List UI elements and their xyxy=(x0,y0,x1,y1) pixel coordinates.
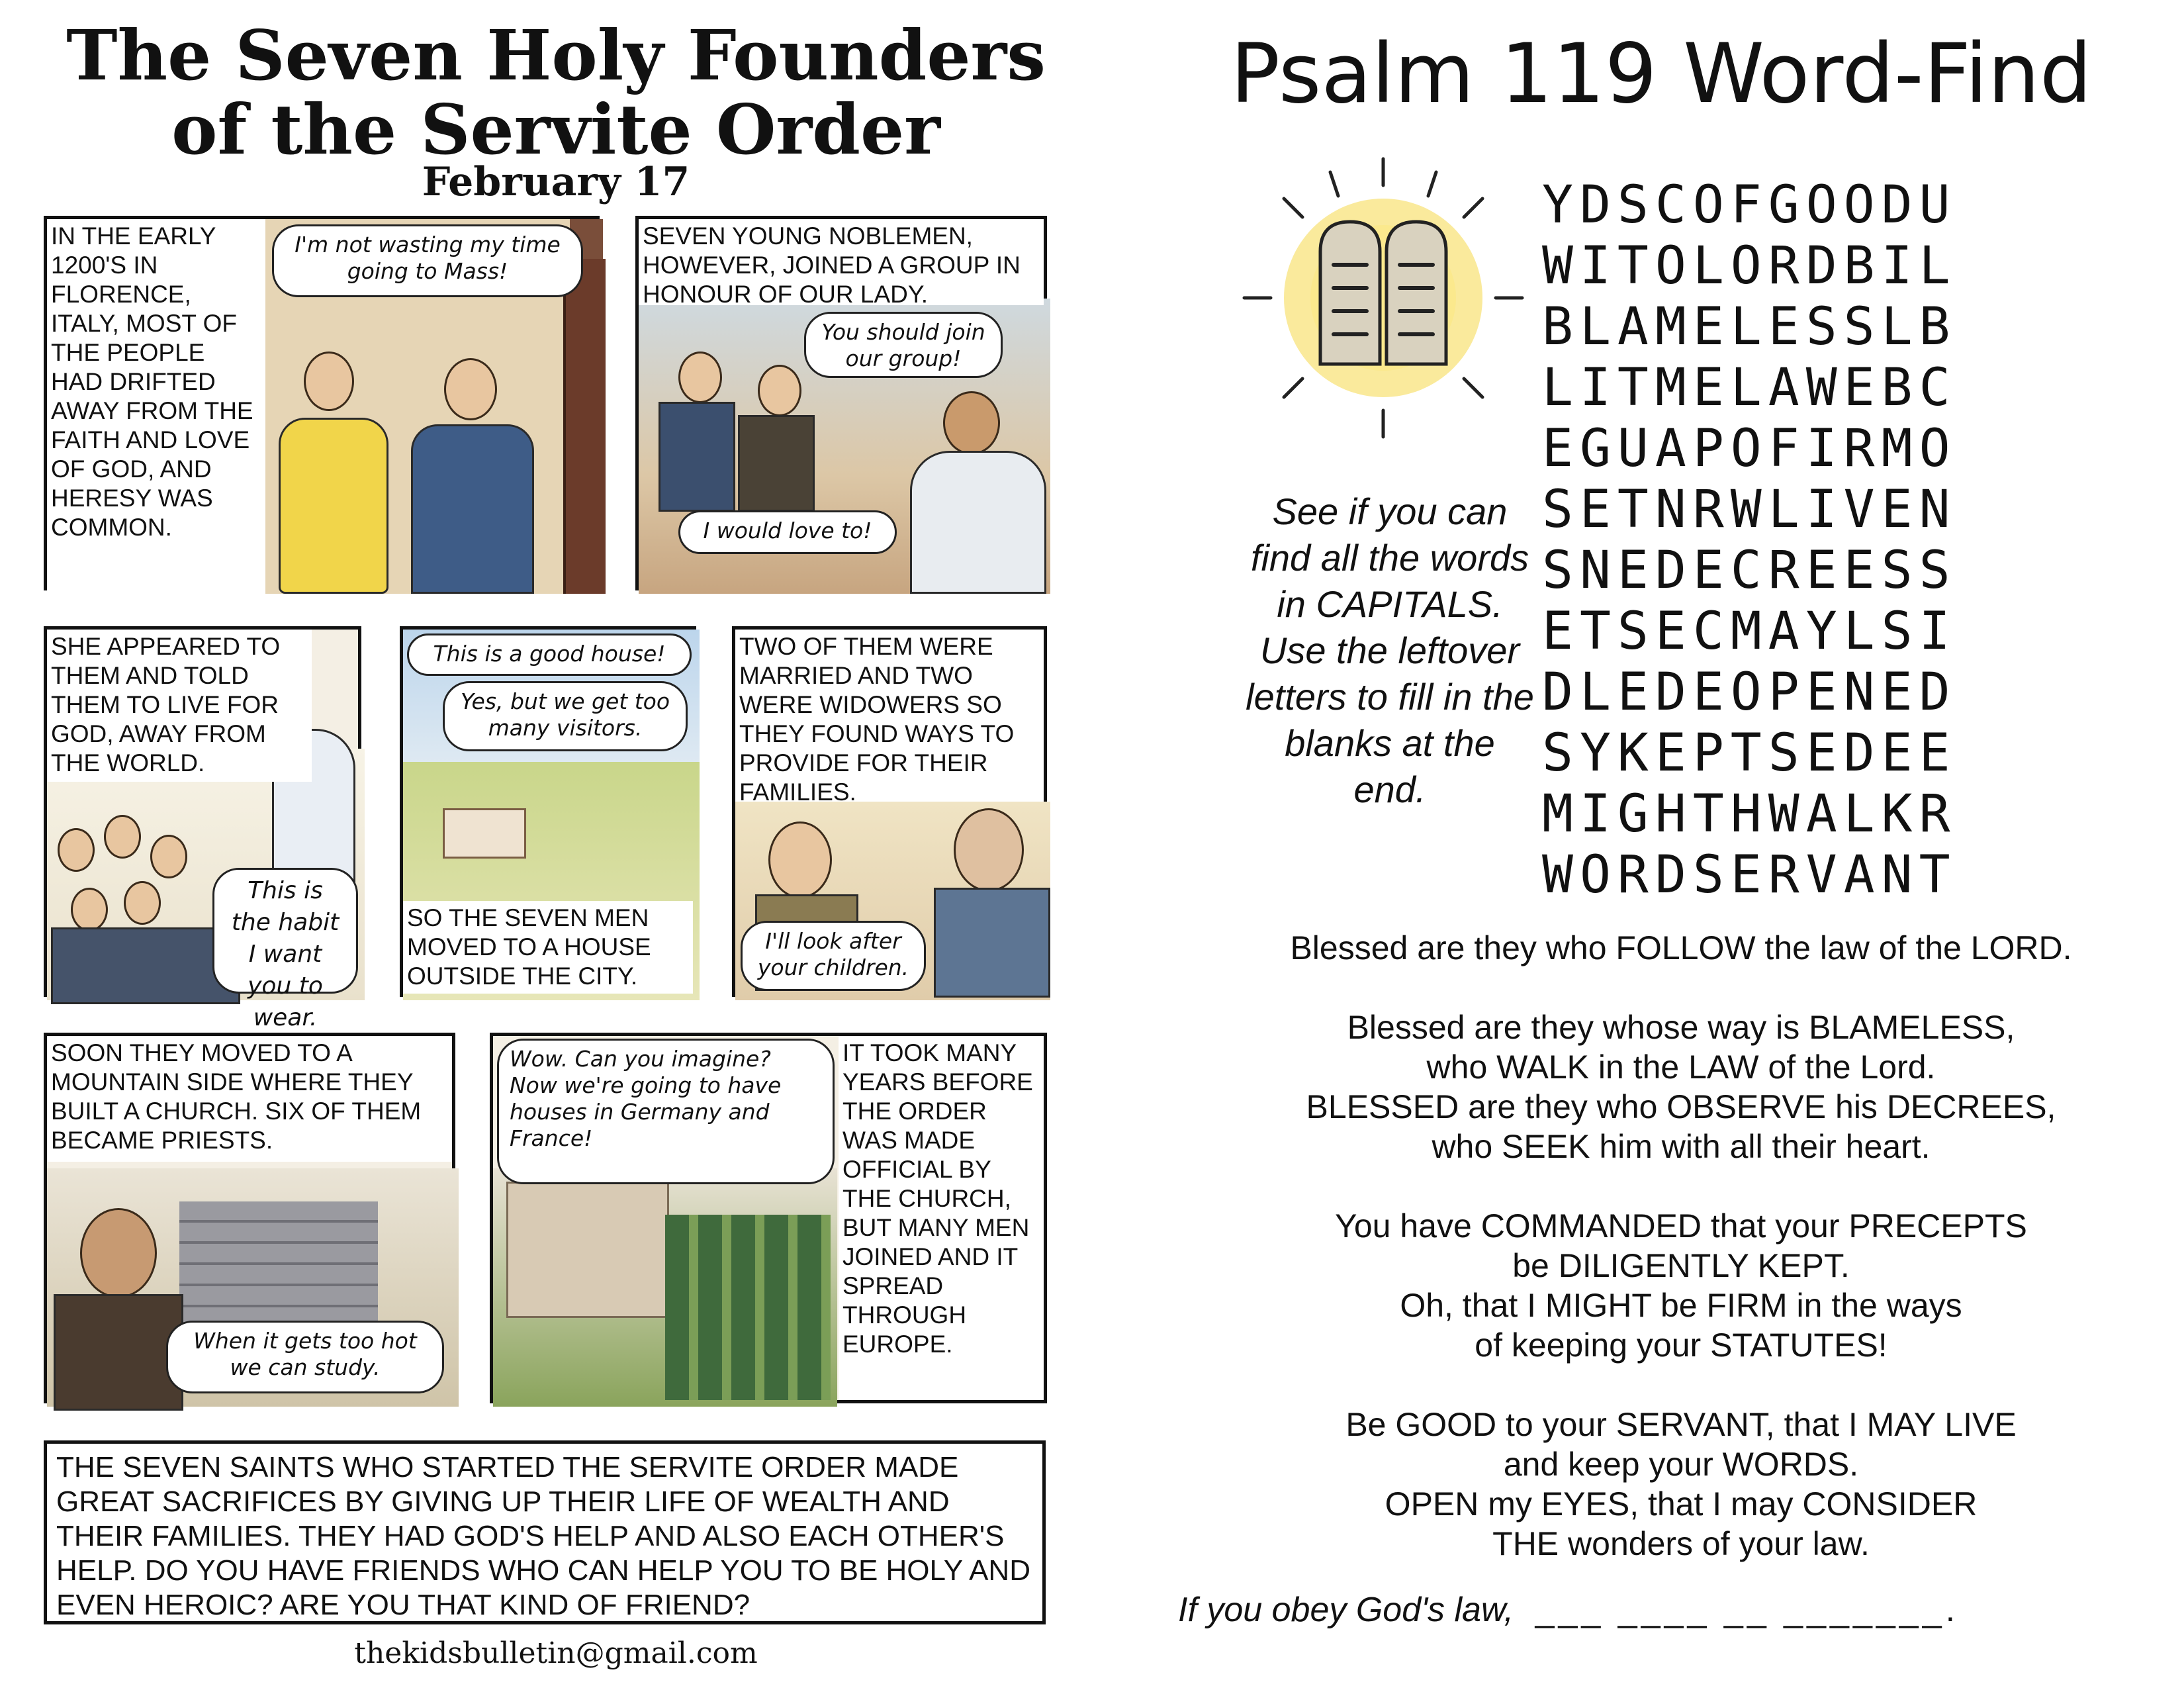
comic-panel-6 xyxy=(44,1033,455,1403)
grid-row: BLAMELESSLB xyxy=(1542,297,1957,357)
panel-4-speech-bubble-1: This is a good house! xyxy=(407,633,692,676)
psalm-line: who SEEK him with all their heart. xyxy=(1432,1128,1931,1165)
comic-panel-5 xyxy=(732,626,1047,997)
psalm-stanza-2 xyxy=(1178,1008,2184,1166)
grid-row: SNEDECREESS xyxy=(1542,541,1957,600)
psalm-line: BLESSED are they who OBSERVE his DECREES, xyxy=(1306,1088,2056,1125)
grid-row: YDSCOFGOODU xyxy=(1542,175,1957,235)
panel-5-caption: TWO OF THEM WERE MARRIED AND TWO WERE WIDOWERS SO THEY FOUND WAYS TO PROVIDE FOR THEIR FAMILIES. xyxy=(735,630,1044,802)
commandments-tablet-icon xyxy=(1244,159,1522,437)
psalm-line: be DILIGENTLY KEPT. xyxy=(1512,1247,1850,1284)
grid-row: ETSECMAYLSI xyxy=(1542,602,1957,661)
comic-panel-2 xyxy=(635,216,1047,590)
title-line-2: of the Servite Order xyxy=(171,89,940,170)
psalm-line: OPEN my EYES, that I may CONSIDER xyxy=(1385,1485,1978,1523)
grid-row: WITOLORDBIL xyxy=(1542,236,1957,296)
house-outside-city xyxy=(443,808,526,859)
panel-6-speech-bubble: When it gets too hot we can study. xyxy=(166,1321,444,1393)
panel-1-speech-bubble: I'm not wasting my time going to Mass! xyxy=(272,224,583,297)
fill-in-prompt xyxy=(1178,1590,2184,1630)
panel-7-caption: IT TOOK MANY YEARS BEFORE THE ORDER WAS MADE OFFICIAL BY THE CHURCH, BUT MANY MEN JOINED AND IT SPREAD THROUGH EUROPE. xyxy=(839,1036,1044,1400)
answer-blanks: ___ ____ __ _______. xyxy=(1535,1591,1960,1629)
man-back-figure xyxy=(910,391,1042,590)
monastery-buildings xyxy=(506,1182,669,1318)
contact-email: thekidsbulletin@gmail.com xyxy=(354,1636,758,1670)
panel-6-caption: SOON THEY MOVED TO A MOUNTAIN SIDE WHERE THEY BUILT A CHURCH. SIX OF THEM BECAME PRIESTS. xyxy=(47,1036,452,1162)
woman-figure xyxy=(272,332,391,590)
grid-row: DLEDEOPENED xyxy=(1542,663,1957,722)
final-prompt-text: If you obey God's law, xyxy=(1178,1591,1514,1629)
psalm-text xyxy=(1178,928,2184,1603)
panel-2-speech-bubble-2: I would love to! xyxy=(678,510,897,554)
church-door xyxy=(563,259,606,594)
comic-panel-4 xyxy=(400,626,696,997)
grid-row: SYKEPTSEDEE xyxy=(1542,724,1957,783)
psalm-stanza-1 xyxy=(1178,928,2184,968)
panel-2-speech-bubble-1: You should join our group! xyxy=(804,312,1003,378)
feast-date: February 17 xyxy=(422,159,690,205)
grid-row: EGUAPOFIRMO xyxy=(1542,419,1957,479)
word-search-grid xyxy=(1542,175,1957,906)
grid-row: MIGHTHWALKR xyxy=(1542,784,1957,844)
panel-3-speech-bubble: This is the habit I want you to wear. xyxy=(212,868,358,994)
comic-panel-1 xyxy=(44,216,600,590)
word-find-title: Psalm 119 Word-Find xyxy=(1230,26,2092,122)
psalm-line: of keeping your STATUTES! xyxy=(1475,1327,1888,1364)
title-line-1: The Seven Holy Founders xyxy=(66,15,1046,96)
bearded-man-figure xyxy=(54,1201,179,1407)
psalm-line: Blessed are they who FOLLOW the law of the LORD. xyxy=(1290,929,2072,966)
psalm-line: and keep your WORDS. xyxy=(1503,1446,1859,1483)
panel-1-caption: IN THE EARLY 1200'S IN FLORENCE, ITALY, MOST OF THE PEOPLE HAD DRIFTED AWAY FROM THE FAITH AND LOVE OF GOD, AND HERESY WAS COMMON. xyxy=(47,219,259,587)
panel-2-caption: SEVEN YOUNG NOBLEMEN, HOWEVER, JOINED A GROUP IN HONOUR OF OUR LADY. xyxy=(639,219,1044,305)
man-figure xyxy=(404,332,537,590)
panel-5-speech-bubble: I'll look after your children. xyxy=(741,921,926,991)
comic-title xyxy=(40,15,1072,170)
nobleman-figures xyxy=(652,338,824,510)
psalm-line: Oh, that I MIGHT be FIRM in the ways xyxy=(1400,1287,1962,1324)
psalm-line: You have COMMANDED that your PRECEPTS xyxy=(1335,1207,2027,1244)
grid-row: SETNRWLIVEN xyxy=(1542,480,1957,539)
old-man-figure xyxy=(934,808,1046,994)
psalm-stanza-4 xyxy=(1178,1405,2184,1564)
psalm-stanza-3 xyxy=(1178,1206,2184,1365)
grid-row: WORDSERVANT xyxy=(1542,845,1957,905)
comic-panel-3 xyxy=(44,626,361,1031)
psalm-line: THE wonders of your law. xyxy=(1492,1525,1870,1562)
psalm-line: Blessed are they whose way is BLAMELESS, xyxy=(1347,1009,2015,1046)
panel-3-caption: SHE APPEARED TO THEM AND TOLD THEM TO LIVE FOR GOD, AWAY FROM THE WORLD. xyxy=(47,630,312,782)
psalm-line: who WALK in the LAW of the Lord. xyxy=(1426,1049,1936,1086)
panel-4-speech-bubble-2: Yes, but we get too many visitors. xyxy=(443,681,688,751)
psalm-line: Be GOOD to your SERVANT, that I MAY LIVE xyxy=(1345,1406,2017,1443)
panel-7-speech-bubble: Wow. Can you imagine? Now we're going to have houses in Germany and France! xyxy=(497,1039,835,1184)
comic-panel-7 xyxy=(490,1033,1047,1403)
summary-text-box: THE SEVEN SAINTS WHO STARTED THE SERVITE ORDER MADE GREAT SACRIFICES BY GIVING UP THEIR LIFE OF WEALTH AND THEIR FAMILIES. THEY HAD GOD'S HELP AND ALSO EACH OTHER'S HELP. DO YOU HAVE FRIENDS WHO CAN HELP YOU TO BE HOLY AND EVEN HEROIC? ARE YOU THAT KIND OF FRIEND? xyxy=(44,1440,1046,1624)
cypress-trees xyxy=(665,1215,831,1400)
panel-4-caption: SO THE SEVEN MEN MOVED TO A HOUSE OUTSIDE THE CITY. xyxy=(403,901,693,994)
word-find-instructions: See if you can find all the words in CAPITALS. Use the leftover letters to fill in the blanks at the end. xyxy=(1246,491,1534,810)
grid-row: LITMELAWEBC xyxy=(1542,358,1957,418)
